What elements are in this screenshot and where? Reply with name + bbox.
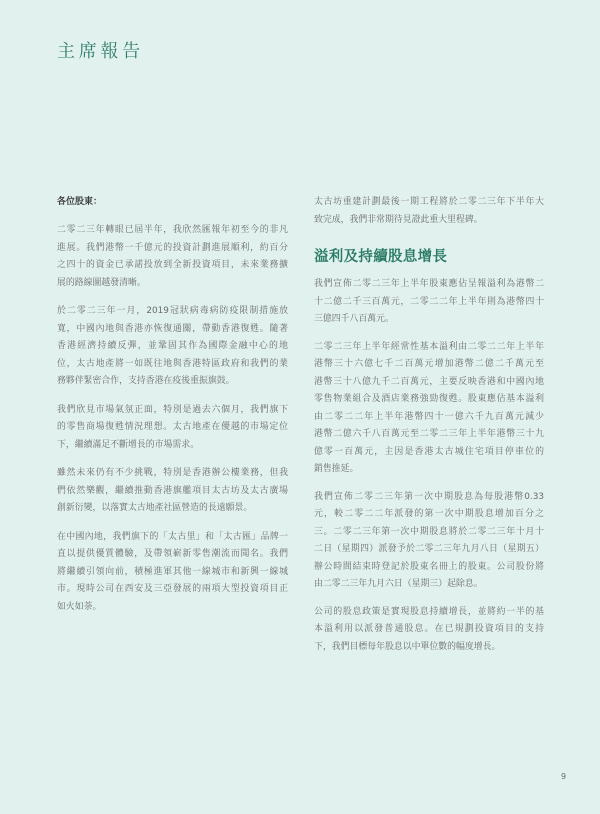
text-line: 市。現時公司在西安及三亞發展的兩項大型投資項目正 <box>57 584 288 594</box>
text-line: 十二億二千三百萬元，二零二二年上半年則為港幣四十 <box>314 296 544 307</box>
text-line: 我們宣佈二零二三年第一次中期股息為每股港幣0.33 <box>314 491 544 502</box>
page-title: 主席報告 <box>57 41 144 62</box>
section-heading: 溢利及持續股息增長 <box>314 249 448 265</box>
text-line: 港幣二億六千八百萬元至二零二三年上半年港幣三十九 <box>314 429 544 439</box>
text-line: 進展。我們港幣一千億元的投資計劃進展順利，約百分 <box>57 242 288 253</box>
text-line: 之四十的資金已承諾投放到全新投資項目，未來業務擴 <box>57 260 288 270</box>
text-line: 致完成，我們非常期待見證此重大里程碑。 <box>314 214 483 225</box>
text-line: 本溢利用以派發普通股息。在已規劃投資項目的支持 <box>314 624 544 634</box>
paragraph <box>57 529 288 617</box>
text-line: 億零一百萬元，主因是香港太古城住宅項目停車位的 <box>314 446 544 457</box>
text-line: 我們宣佈二零二三年上半年股東應佔呈報溢利為港幣二 <box>314 279 544 289</box>
text-line: 下，我們目標每年股息以中單位數的幅度增長。 <box>314 641 501 652</box>
text-line: 位，太古地產將一如既往地與香港特區政府和我們的業 <box>57 358 288 369</box>
text-line: 寬，中國內地與香港亦恢復通關，帶動香港復甦。隨著 <box>57 323 288 334</box>
text-line: 由二零二三年九月六日（星期三）起除息。 <box>314 579 483 589</box>
text-line: 元，較二零二二年派發的第一次中期股息增加百分之 <box>314 509 544 519</box>
paragraph <box>57 465 288 518</box>
text-line: 太古坊重建計劃最後一期工程將於二零二三年下半年大 <box>314 197 544 207</box>
text-line: 下，繼續滿足不斷增長的市場需求。 <box>57 439 199 450</box>
text-line: 銷售推延。 <box>314 464 359 474</box>
text-line: 辦公時間結束時登記於股東名冊上的股東。公司股份將 <box>314 561 544 572</box>
text-line: 零售物業組合及酒店業務強勁復甦。股東應佔基本溢利 <box>314 394 544 404</box>
text-line: 由二零二二年上半年港幣四十一億六千九百萬元減少 <box>314 411 544 422</box>
text-line: 我們欣見市場氣氛正面，特別是過去六個月，我們旗下 <box>57 404 288 415</box>
text-line: 港幣三十八億九千二百萬元，主要反映香港和中國內地 <box>314 376 544 387</box>
text-line: 於二零二三年一月，2019冠狀病毒病防疫限制措施放 <box>57 306 288 316</box>
text-line: 們依然樂觀，繼續推動香港旗艦項目太古坊及太古廣場 <box>57 485 288 496</box>
paragraph <box>57 402 288 455</box>
text-line: 二日（星期四）派發予於二零二三年九月八日（星期五） <box>314 544 544 554</box>
text-line: 公司的股息政策是實現股息持續增長，並將約一半的基 <box>314 606 544 617</box>
page-number: 9 <box>561 772 567 781</box>
text-line: 在中國內地，我們旗下的「太古里」和「太古匯」品牌一 <box>57 531 288 542</box>
paragraph <box>57 303 288 391</box>
text-line: 雖然未來仍有不少挑戰，特別是香港辦公樓業務，但我 <box>57 468 288 478</box>
paragraph <box>314 276 544 329</box>
text-line: 的零售商場復甦情況理想。太古地產在優越的市場定位 <box>57 422 288 432</box>
paragraph <box>314 489 544 594</box>
paragraph <box>314 604 544 657</box>
text-line: 香港經濟持續反彈，並鞏固其作為國際金融中心的地 <box>57 341 288 351</box>
paragraph <box>314 194 544 229</box>
text-line: 展的路線圖越發清晰。 <box>57 277 146 288</box>
text-line: 如火如荼。 <box>57 601 102 612</box>
text-line: 直以提供優質體驗，及帶領嶄新零售潮流而聞名。我們 <box>57 549 288 559</box>
text-line: 將繼續引領向前，積極進軍其他一線城市和新興一線城 <box>57 566 288 577</box>
text-line: 三。二零二三年第一次中期股息將於二零二三年十月十 <box>314 526 544 537</box>
text-line: 務夥伴緊密合作，支持香港在疫後重振旗鼓。 <box>57 376 235 386</box>
paragraph <box>57 222 288 292</box>
right-column <box>314 194 544 666</box>
text-line: 三億四千八百萬元。 <box>314 314 394 324</box>
text-line: 創新衍變，以落實太古地產社區營造的長遠願景。 <box>57 503 253 513</box>
left-column <box>57 194 288 627</box>
salutation: 各位股東： <box>57 197 103 207</box>
text-line: 二零二三年轉眼已屆半年，我欣然匯報年初至今的非凡 <box>57 225 288 235</box>
paragraph <box>314 339 544 479</box>
text-line: 港幣三十六億七千二百萬元增加港幣二億二千萬元至 <box>314 359 544 369</box>
text-line: 二零二三年上半年經常性基本溢利由二零二二年上半年 <box>314 341 544 352</box>
